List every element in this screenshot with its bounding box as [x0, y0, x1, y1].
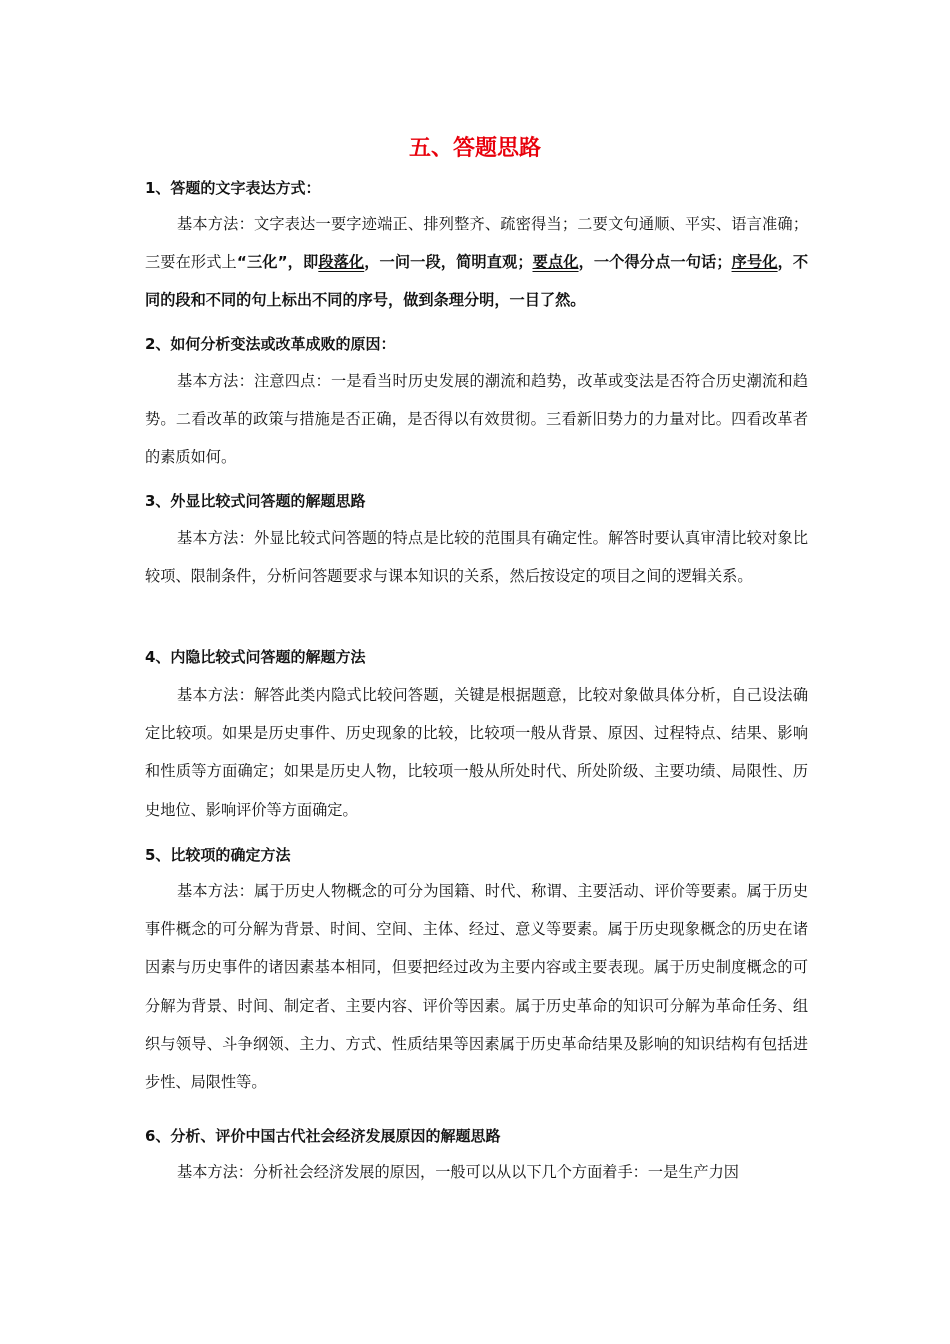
section-4-heading: 4、内隐比较式问答题的解题方法: [145, 648, 366, 666]
section-2-heading: 2、如何分析变法或改革成败的原因：: [145, 335, 396, 353]
section-1-text-5: ，不同的段和不同的句上标出不同的序号，做到条理分明，一目了然。: [145, 253, 809, 310]
section-6-heading: 6、分析、评价中国古代社会经济发展原因的解题思路: [145, 1127, 501, 1145]
section-4-paragraph: 基本方法：解答此类内隐式比较问答题，关键是根据题意，比较对象做具体分析，自己设法确定比较项。如果是历史事件、历史现象的比较，比较项一般从背景、原因、过程特点、结果、影响和性质等方面确定；如果是历史人物，比较项一般从所处时代、所处阶级、主要功绩、局限性、历史地位、影响评价等方面确定。: [145, 686, 808, 819]
page-title: 五、答题思路: [408, 136, 541, 161]
section-1-underline-2: 要点化: [532, 253, 579, 272]
section-5-heading: 5、比较项的确定方法: [145, 846, 291, 864]
section-1-text: 基本方法：文字表达一要字迹端正、排列整齐、疏密得当；二要文句通顺、平实、语言准确；三要在形式上: [145, 215, 808, 272]
section-1-underline-3: 序号化: [731, 253, 778, 272]
section-1-quote: “三化”: [236, 253, 288, 272]
section-1-underline-1: 段落化: [318, 253, 365, 272]
section-1-heading: 1、答题的文字表达方式：: [145, 179, 321, 197]
section-1-text-2: ，即: [287, 253, 319, 272]
section-1-text-3: ，一问一段，简明直观；: [364, 253, 533, 272]
section-5-paragraph: 基本方法：属于历史人物概念的可分为国籍、时代、称谓、主要活动、评价等要素。属于历史事件概念的可分解为背景、时间、空间、主体、经过、意义等要素。属于历史现象概念的历史在诸因素与历史事件的诸因素基本相同，但要把经过改为主要内容或主要表现。属于历史制度概念的可分解为背景、时间、制定者、主要内容、评价等因素。属于历史革命的知识可分解为革命任务、组织与领导、斗争纲领、主力、方式、性质结果等因素属于历史革命结果及影响的知识结构有包括进步性、局限性等。: [145, 882, 808, 1092]
section-1-paragraph: [145, 205, 808, 320]
section-6-paragraph: 基本方法：分析社会经济发展的原因，一般可以从以下几个方面着手：一是生产力因: [177, 1163, 739, 1181]
section-2-paragraph: 基本方法：注意四点：一是看当时历史发展的潮流和趋势，改革或变法是否符合历史潮流和趋势。二看改革的政策与措施是否正确，是否得以有效贯彻。三看新旧势力的力量对比。四看改革者的素质如何。: [145, 372, 808, 467]
section-3-paragraph: 基本方法：外显比较式问答题的特点是比较的范围具有确定性。解答时要认真审清比较对象比较项、限制条件，分析问答题要求与课本知识的关系，然后按设定的项目之间的逻辑关系。: [145, 529, 808, 586]
section-1-text-4: ，一个得分点一句话；: [578, 253, 732, 272]
section-3-heading: 3、外显比较式问答题的解题思路: [145, 492, 366, 510]
